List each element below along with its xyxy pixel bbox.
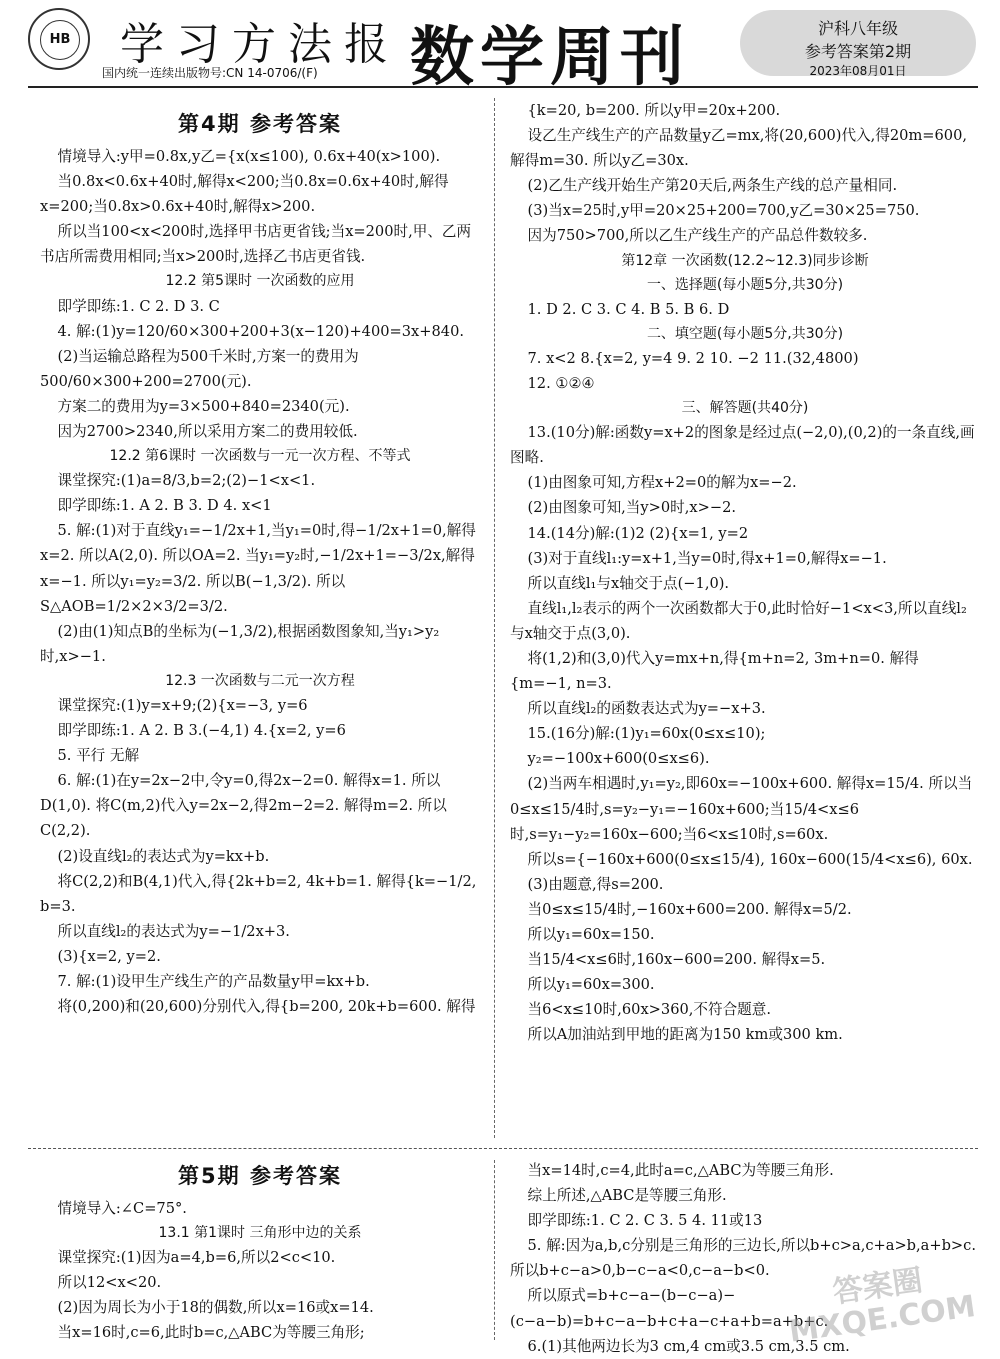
answer-line: 13.(10分)解:函数y=x+2的图象是经过点(−2,0),(0,2)的一条直线,画图略. [510,424,975,467]
publication-title: 数学周刊 [410,21,690,95]
answer-line: 即学即练:1. C 2. D 3. C [57,297,220,315]
answer-line: 将C(2,2)和B(4,1)代入,得{2k+b=2, 4k+b=1. 解得{k=−1/2, b=3. [40,872,477,915]
answer-line: (3)当x=25时,y甲=20×25+200=700,y乙=30×25=750. [527,202,920,220]
answer-line: 所以原式=b+c−a−(b−c−a)−(c−a−b)=b+c−a−b+c+a−c+a+b=a+b+c. [510,1287,829,1330]
answer-line: (2)当运输总路程为500千米时,方案一的费用为500/60×300+200=2700(元). [40,347,359,390]
answer-line: 所以直线l₁与x轴交于点(−1,0). [527,574,730,592]
column-divider-bottom [494,1160,495,1340]
issue4-title: 第4期 参考答案 [178,112,342,136]
answer-line: 所以y₁=60x=300. [527,976,655,994]
answer-line: 12.2 第6课时 一次函数与一元一次方程、不等式 [109,448,411,465]
issue4-left-text [40,144,480,1019]
answer-line: 13.1 第1课时 三角形中边的关系 [158,1225,362,1242]
answer-line: 5. 解:(1)对于直线y₁=−1/2x+1,当y₁=0时,得−1/2x+1=0,解得x=2. 所以A(2,0). 所以OA=2. 当y₁=y₂时,−1/2x+1=−3/2x,解得x=−1. 所以y₁=y₂=3/2. 所以B(−1,3/2). 所以S△AOB=1/2×2×3/2=3/2. [40,522,476,615]
grade-label: 沪科八年级 [817,19,898,38]
answer-line: 即学即练:1. A 2. B 3.(−4,1) 4.{x=2, y=6 [57,722,346,740]
answer-line: 设乙生产线生产的产品数量y乙=mx,将(20,600)代入,得20m=600,解得m=30. 所以y乙=30x. [510,127,968,170]
section-divider [28,1148,978,1149]
issue4-right-column [510,98,980,1048]
logo-text: HB [40,20,80,60]
answer-line: (3)由题意,得s=200. [527,875,664,893]
answer-line: 因为750>700,所以乙生产线生产的产品总件数较多. [527,227,868,245]
issue-date: 2023年08月01日 [809,64,907,78]
answer-line: 6.(1)其他两边长为3 cm,4 cm或3.5 cm,3.5 cm. [527,1337,850,1355]
answer-line: 所以直线l₂的函数表达式为y=−x+3. [527,700,766,718]
answer-line: 4. 解:(1)y=120/60×300+200+3(x−120)+400=3x+840. [57,322,465,340]
answer-line: 所以y₁=60x=150. [527,926,655,944]
answer-line: 当x=16时,c=6,此时b=c,△ABC为等腰三角形; [57,1324,365,1342]
answer-line: 即学即练:1. A 2. B 3. D 4. x<1 [57,497,272,515]
answer-line: 综上所述,△ABC是等腰三角形. [527,1187,727,1205]
answer-line: 12. ①②④ [527,374,595,392]
answer-line: 一、选择题(每小题5分,共30分) [646,276,844,293]
answer-line: (2)设直线l₂的表达式为y=kx+b. [57,847,270,865]
answer-line: 当x=14时,c=4,此时a=c,△ABC为等腰三角形. [527,1162,834,1179]
answer-line: 15.(16分)解:(1)y₁=60x(0≤x≤10); [527,725,766,743]
answer-line: 1. D 2. C 3. C 4. B 5. B 6. D [527,300,730,318]
answer-line: {k=20, b=200. 所以y甲=20x+200. [527,102,781,119]
answer-line: 当6<x≤10时,60x>360,不符合题意. [527,1001,772,1019]
answer-line: y₂=−100x+600(0≤x≤6). [527,750,710,768]
answer-line: 5. 平行 无解 [57,747,140,765]
issue-badge [740,10,976,76]
issue5-title: 第5期 参考答案 [178,1164,342,1188]
answer-line: 当0≤x≤15/4时,−160x+600=200. 解得x=5/2. [527,900,852,918]
answer-line: 因为2700>2340,所以采用方案二的费用较低. [57,423,358,441]
answer-line: 6. 解:(1)在y=2x−2中,令y=0,得2x−2=0. 解得x=1. 所以D(1,0). 将C(m,2)代入y=2x−2,得2m−2=2. 解得m=2. 所以C(2,2). [40,772,447,840]
answer-line: (3){x=2, y=2. [57,947,161,965]
issue5-left-text [40,1196,480,1346]
publication-code: 国内统一连续出版物号:CN 14-0706/(F) [102,66,318,80]
answer-line: 情境导入:y甲=0.8x,y乙={x(x≤100), 0.6x+40(x>100). [57,148,441,165]
answer-line: (1)由图象可知,方程x+2=0的解为x=−2. [527,474,797,492]
answer-line: 14.(14分)解:(1)2 (2){x=1, y=2 [527,524,749,542]
answer-line: 二、填空题(每小题5分,共30分) [646,325,844,342]
answer-line: (2)因为周长为小于18的偶数,所以x=16或x=14. [57,1299,374,1317]
answer-line: 将(1,2)和(3,0)代入y=mx+n,得{m+n=2, 3m+n=0. 解得{m=−1, n=3. [510,650,919,693]
answer-line: (2)由图象可知,当y>0时,x>−2. [527,499,736,517]
answer-line: 所以直线l₂的表达式为y=−1/2x+3. [57,922,290,940]
answer-line: 三、解答题(共40分) [681,400,809,417]
masthead [0,0,1000,95]
answer-line: 5. 解:因为a,b,c分别是三角形的三边长,所以b+c>a,c+a>b,a+b>c. 所以b+c−a>0,b−c−a<0,c−a−b<0. [510,1237,976,1280]
issue4-left-column [40,108,480,1019]
answer-line: (2)乙生产线开始生产第20天后,两条生产线的总产量相同. [527,177,898,195]
answer-line: 即学即练:1. C 2. C 3. 5 4. 11或13 [527,1212,763,1230]
answer-line: (3)对于直线l₁:y=x+1,当y=0时,得x+1=0,解得x=−1. [527,549,887,567]
header-divider [28,86,978,88]
answer-line: 所以12<x<20. [57,1274,162,1292]
answer-line: 直线l₁,l₂表示的两个一次函数都大于0,此时恰好−1<x<3,所以直线l₂与x轴交于点(3,0). [510,599,967,642]
answer-line: 课堂探究:(1)a=8/3,b=2;(2)−1<x<1. [57,472,316,490]
watermark: 答案圈 MXQE.COM [786,1263,978,1350]
logo [28,8,90,70]
answer-line: 方案二的费用为y=3×500+840=2340(元). [57,397,350,415]
answer-line: 当15/4<x≤6时,160x−600=200. 解得x=5. [527,951,826,969]
answer-line: 第12章 一次函数(12.2~12.3)同步诊断 [621,252,869,269]
answer-line: (2)由(1)知点B的坐标为(−1,3/2),根据函数图象知,当y₁>y₂时,x>−1. [40,622,440,665]
answer-line: 12.3 一次函数与二元一次方程 [165,672,355,689]
issue4-right-text [510,98,980,1048]
answer-line: 将(0,200)和(20,600)分别代入,得{b=200, 20k+b=600. 解得 [57,998,476,1016]
answer-line: 7. 解:(1)设甲生产线生产的产品数量y甲=kx+b. [57,973,370,991]
answer-line: 当0.8x<0.6x+40时,解得x<200;当0.8x=0.6x+40时,解得x=200;当0.8x>0.6x+40时,解得x>200. [40,173,449,216]
answer-line: 所以A加油站到甲地的距离为150 km或300 km. [527,1026,843,1044]
answer-line: 7. x<2 8.{x=2, y=4 9. 2 10. −2 11.(32,4800) [527,349,859,367]
answer-line: 所以s={−160x+600(0≤x≤15/4), 160x−600(15/4<x≤6), 60x. [527,850,973,868]
paper-name: 学习方法报 [120,19,400,70]
answer-line: 课堂探究:(1)y=x+9;(2){x=−3, y=6 [57,697,308,715]
issue5-left-column [40,1160,480,1346]
column-divider [494,98,495,1138]
answer-line: 课堂探究:(1)因为a=4,b=6,所以2<c<10. [57,1249,336,1267]
answer-line: (2)当两车相遇时,y₁=y₂,即60x=−100x+600. 解得x=15/4. 所以当0≤x≤15/4时,s=y₂−y₁=−160x+600;当15/4<x≤6时,s=y₁−y₂=160x−600;当6<x≤10时,s=60x. [510,775,973,843]
answer-line: 所以当100<x<200时,选择甲书店更省钱;当x=200时,甲、乙两书店所需费用相同;当x>200时,选择乙书店更省钱. [40,223,472,266]
issue-label: 参考答案第2期 [804,42,912,61]
answer-line: 情境导入:∠C=75°. [57,1200,187,1217]
answer-line: 12.2 第5课时 一次函数的应用 [165,273,355,290]
